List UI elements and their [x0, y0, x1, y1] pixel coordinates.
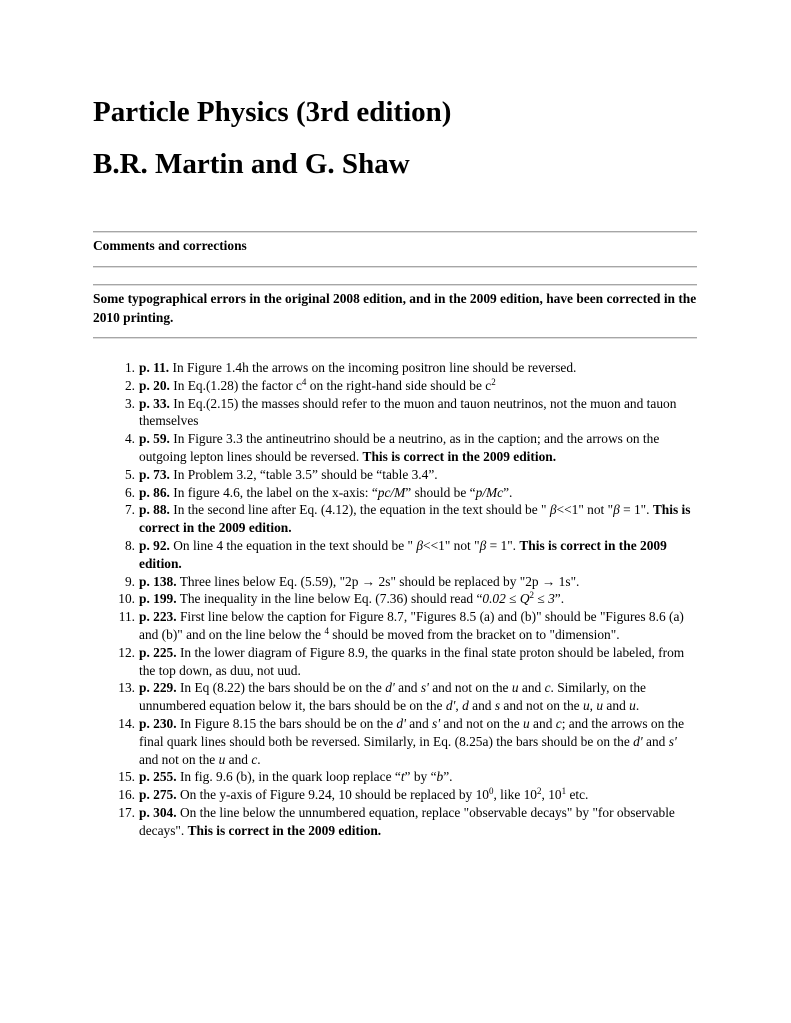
rule-top — [93, 231, 697, 233]
rule-3 — [93, 284, 697, 286]
item-text: and — [468, 698, 495, 714]
item-text: Three lines below Eq. (5.59), "2p — [179, 573, 362, 589]
list-item — [93, 786, 697, 804]
beta-symbol: β — [416, 537, 424, 553]
item-number: 17. — [118, 804, 135, 820]
page-ref: p. 11. — [139, 360, 170, 375]
item-number: 6. — [124, 484, 135, 500]
page-ref: p. 59. — [139, 431, 170, 447]
page-ref: p. 138. — [139, 573, 177, 589]
item-text: The inequality in the line below Eq. (7.36) should read “ — [179, 591, 483, 607]
item-text: , like 10 — [493, 787, 537, 803]
list-item — [93, 466, 697, 484]
item-text: and not on the — [500, 698, 583, 714]
page-ref: p. 86. — [139, 484, 170, 500]
list-item — [93, 430, 697, 466]
superscript: 2 — [491, 376, 496, 387]
list-item — [93, 644, 697, 680]
item-number: 11. — [118, 609, 135, 625]
list-item — [93, 679, 697, 715]
item-text: In Eq (8.22) the bars should be on the — [179, 680, 386, 696]
page-ref: p. 225. — [139, 644, 177, 660]
item-text: on the right-hand side should be c — [306, 377, 492, 393]
item-text: and not on the — [139, 751, 219, 767]
item-text: , 10 — [541, 787, 562, 803]
quark-symbol: b — [436, 769, 444, 785]
page-ref: p. 230. — [139, 715, 177, 731]
edition-note: This is correct in the 2009 edition. — [362, 448, 557, 464]
list-item — [93, 768, 697, 786]
item-text: In Problem 3.2, “table 3.5” should be “table 3.4”. — [173, 466, 438, 482]
item-number: 13. — [118, 680, 135, 696]
item-text: , — [589, 698, 597, 714]
superscript: 2 — [529, 590, 535, 601]
page-ref: p. 199. — [139, 591, 177, 607]
list-item — [93, 484, 697, 502]
page-ref: p. 304. — [139, 804, 177, 820]
page-ref: p. 73. — [139, 466, 170, 482]
item-number: 1. — [124, 360, 135, 375]
item-text: ” by “ — [404, 769, 437, 785]
item-text: In Eq.(1.28) the factor c — [173, 377, 302, 393]
quark-symbol: d' — [633, 733, 643, 749]
item-text: and — [603, 698, 630, 714]
item-text: <<1" not " — [556, 502, 614, 518]
item-text: In figure 4.6, the label on the x-axis: “ — [173, 484, 378, 500]
item-text: = 1". — [619, 502, 650, 518]
item-text: In fig. 9.6 (b), in the quark loop replace “ — [179, 769, 401, 785]
quark-symbol: s — [494, 698, 501, 714]
document-title: Particle Physics (3rd edition) — [93, 96, 452, 128]
list-item — [93, 715, 697, 768]
item-text: and — [529, 715, 556, 731]
item-text: In Figure 8.15 the bars should be on the — [179, 715, 397, 731]
quark-symbol: u — [523, 715, 530, 731]
edition-note: This is correct in the 2009 edition. — [139, 537, 667, 571]
rule-2 — [93, 266, 697, 268]
list-item — [93, 590, 697, 608]
superscript: 4 — [301, 376, 307, 387]
item-text: In Figure 3.3 the antineutrino should be a neutrino, as in the caption; and the arrows on the outgoing lepton lines should be reversed. — [139, 431, 660, 464]
math-inequality: 0.02 ≤ Q — [482, 591, 530, 607]
math-inequality: ≤ 3 — [534, 591, 555, 607]
item-text: ”. — [443, 769, 453, 785]
page-ref: p. 275. — [139, 787, 177, 803]
superscript: 1 — [561, 786, 567, 797]
item-text: On line 4 the equation in the text should be " — [173, 537, 417, 553]
superscript: 0 — [488, 786, 494, 797]
arrow-symbol: → — [541, 573, 556, 589]
item-number: 10. — [118, 591, 135, 607]
item-number: 8. — [124, 537, 135, 553]
page-ref: p. 223. — [139, 609, 177, 625]
item-text: On the line below the unnumbered equation, replace "observable decays" by "for observable decays". — [139, 804, 675, 838]
item-text: etc. — [566, 787, 589, 803]
quark-symbol: d' — [396, 715, 406, 731]
item-text: First line below the caption for Figure 8.7, "Figures 8.5 (a) and (b)" should be "Figures 8.6 (a) and (b)" and on the line below the — [139, 609, 684, 642]
item-text: and — [518, 680, 545, 696]
page-ref: p. 229. — [139, 680, 177, 696]
item-text: and not on the — [440, 715, 523, 731]
item-number: 9. — [124, 573, 135, 589]
item-text: ”. — [503, 484, 513, 500]
item-text: and — [405, 715, 432, 731]
corrections-list — [93, 359, 697, 840]
list-item — [93, 359, 697, 377]
item-text: In Eq.(2.15) the masses should refer to the muon and tauon neutrinos, not the muon and tauon themselves — [139, 395, 677, 429]
item-number: 4. — [124, 431, 135, 447]
item-number: 7. — [124, 502, 135, 518]
page-ref: p. 33. — [139, 395, 170, 411]
item-text: . — [635, 698, 640, 714]
list-item — [93, 395, 697, 431]
item-text: <<1" not " — [423, 537, 480, 553]
page-ref: p. 88. — [139, 502, 170, 518]
errata-note: Some typographical errors in the original 2008 edition, and in the 2009 edition, have been corrected in the 2010 printing. — [93, 291, 697, 325]
quark-symbol: c — [555, 715, 562, 731]
item-text: and not on the — [428, 680, 512, 696]
edition-note: This is correct in the 2009 edition. — [139, 502, 691, 536]
document-authors: B.R. Martin and G. Shaw — [93, 148, 410, 180]
math-label: pc/M — [377, 484, 406, 500]
page-ref: p. 92. — [139, 537, 170, 553]
quark-symbol: u — [511, 680, 519, 696]
item-text: On the y-axis of Figure 9.24, 10 should be replaced by 10 — [179, 787, 489, 803]
page-ref: p. 255. — [139, 769, 177, 785]
item-text: 2s" should be replaced by "2p — [375, 573, 542, 589]
item-number: 16. — [118, 787, 135, 803]
item-text: and — [642, 733, 669, 749]
item-number: 15. — [118, 769, 135, 785]
beta-symbol: β — [479, 537, 487, 553]
item-text: = 1". — [486, 537, 517, 553]
quark-symbol: s' — [668, 733, 677, 749]
item-number: 3. — [124, 395, 135, 411]
quark-symbol: t — [400, 769, 405, 785]
list-item — [93, 501, 697, 537]
quark-symbol: s' — [431, 715, 441, 731]
item-text: In the lower diagram of Figure 8.9, the quarks in the final state proton should be labeled, from the top down, as duu, not uud. — [139, 644, 685, 678]
superscript: 2 — [537, 786, 542, 797]
item-number: 14. — [118, 715, 135, 731]
item-text: and — [225, 751, 252, 767]
rule-4 — [93, 337, 697, 339]
item-text: should be moved from the bracket on to "dimension". — [328, 626, 620, 642]
item-number: 5. — [124, 466, 135, 482]
item-text: 1s". — [555, 573, 580, 589]
superscript: 4 — [324, 625, 329, 636]
item-text: ” should be “ — [405, 484, 476, 500]
list-item — [93, 804, 697, 840]
quark-symbol: d — [462, 698, 469, 714]
quark-symbol: u — [629, 698, 636, 714]
beta-symbol: β — [613, 502, 620, 518]
page-ref: p. 20. — [139, 377, 170, 393]
item-number: 12. — [118, 644, 135, 660]
item-text: ”. — [554, 591, 565, 607]
item-text: In the second line after Eq. (4.12), the equation in the text should be " — [173, 502, 550, 518]
list-item — [93, 573, 697, 591]
quark-symbol: u — [596, 698, 604, 714]
quark-symbol: d' — [385, 680, 395, 696]
edition-note: This is correct in the 2009 edition. — [187, 822, 382, 838]
quark-symbol: d' — [445, 698, 456, 714]
beta-symbol: β — [549, 502, 557, 518]
math-label: p/Mc — [475, 484, 504, 500]
item-text: . Similarly, on the unnumbered equation below it, the bars should be on the — [139, 680, 646, 714]
quark-symbol: c — [544, 680, 551, 696]
item-text: , — [455, 698, 463, 714]
quark-symbol: c — [251, 751, 258, 767]
item-text: In Figure 1.4h the arrows on the incoming positron line should be reversed. — [172, 360, 577, 375]
list-item — [93, 608, 697, 644]
item-text: and — [394, 680, 421, 696]
quark-symbol: u — [582, 698, 590, 714]
section-heading: Comments and corrections — [93, 238, 247, 253]
quark-symbol: s' — [420, 680, 429, 696]
item-text: ; and the arrows on the final quark lines should both be reversed. Similarly, in Eq. (8.25a) the bars should be on the — [139, 715, 685, 749]
item-text: . — [257, 751, 261, 767]
list-item — [93, 537, 697, 573]
item-number: 2. — [124, 377, 135, 393]
arrow-symbol: → — [361, 573, 376, 589]
list-item — [93, 377, 697, 395]
quark-symbol: u — [218, 751, 226, 767]
